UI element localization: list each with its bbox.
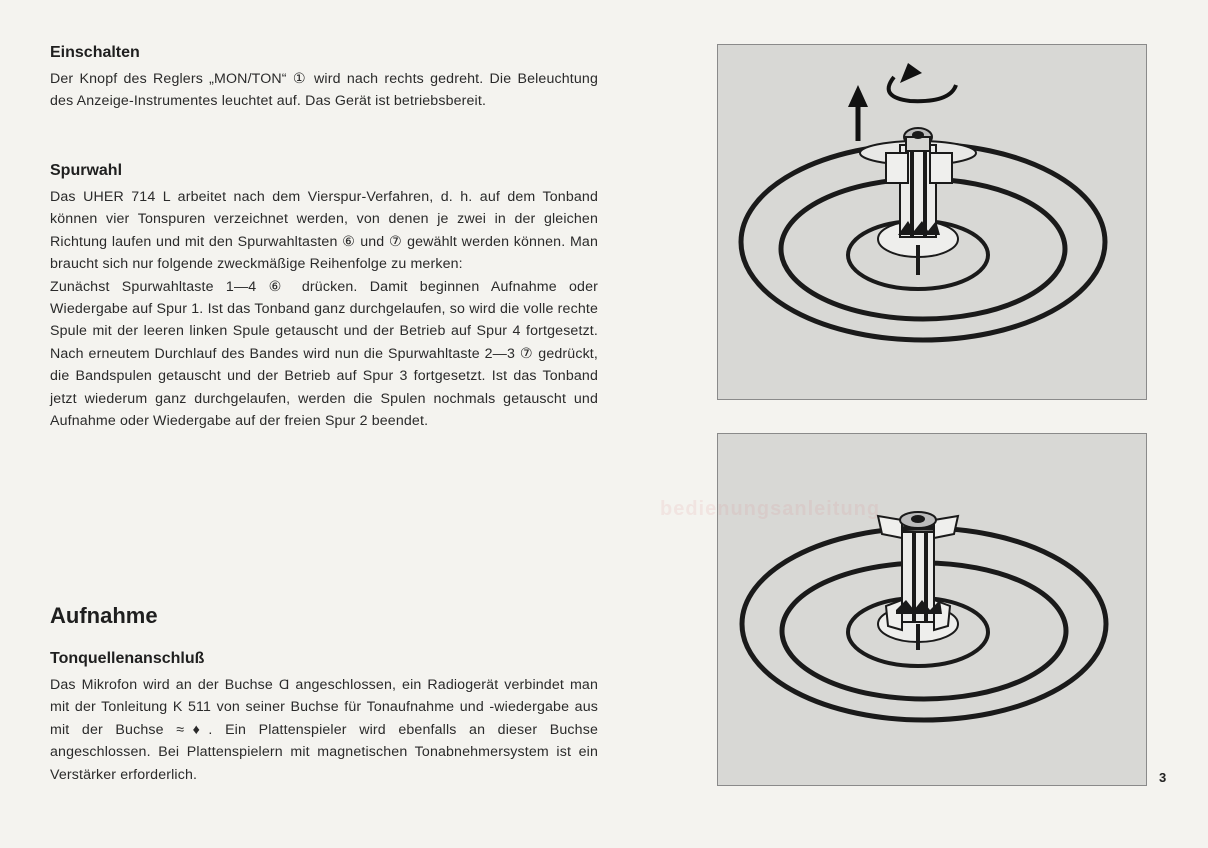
figure-reel-insert: [717, 433, 1147, 786]
section-aufnahme: [50, 603, 598, 786]
page-number: 3: [1159, 770, 1167, 785]
figure-reel-remove: [717, 44, 1147, 400]
reel-remove-illustration: [718, 45, 1146, 399]
paragraph-einschalten: Der Knopf des Reglers „MON/TON“ ① wird nach rechts gedreht. Die Beleuchtung des Anzeige-Instrumentes leuchtet auf. Das Gerät ist betriebsbereit.: [50, 71, 598, 110]
heading-spurwahl: Spurwahl: [50, 162, 123, 179]
paragraph-spurwahl-intro: Das UHER 714 L arbeitet nach dem Vierspur-Verfahren, d. h. auf dem Tonband können vier Tonspuren verzeichnet werden, von denen je zwei in der gleichen Richtung laufen und mit den Spurwahltasten ⑥ und ⑦ gewählt werden können. Man braucht sich nur folgende zweckmäßige Reihenfolge zu merken:: [50, 189, 598, 273]
heading-einschalten: Einschalten: [50, 44, 140, 61]
section-spurwahl: [50, 162, 598, 432]
paragraph-spurwahl-steps: Zunächst Spurwahltaste 1—4 ⑥ drücken. Damit beginnen Aufnahme oder Wiedergabe auf Spur 1. Ist das Tonband ganz durchgelaufen, so wird die volle rechte Spule mit der leeren linken Spule getauscht und der Betrieb auf Spur 4 fortgesetzt. Nach erneutem Durchlauf des Bandes wird nun die Spurwahltaste 2—3 ⑦ gedrückt, die Bandspulen getauscht und der Betrieb auf Spur 3 fortgesetzt. Ist das Tonband jetzt wiederum ganz durchgelaufen, werden die Spulen nochmals getauscht und Aufnahme oder Wiedergabe auf der freien Spur 2 beendet.: [50, 278, 598, 430]
paragraph-tonquellenanschluss: Das Mikrofon wird an der Buchse Ɑ angeschlossen, ein Radiogerät verbindet man mit der Tonleitung K 511 von seiner Buchse für Tonaufnahme und -wiedergabe aus mit der Buchse ≈♦. Ein Plattenspieler wird ebenfalls an dieser Buchse angeschlossen. Bei Plattenspielern mit magnetischen Tonabnehmersystem ist ein Verstärker erforderlich.: [50, 677, 598, 783]
heading-tonquellenanschluss: Tonquellenanschluß: [50, 650, 205, 667]
heading-aufnahme: Aufnahme: [50, 603, 158, 628]
reel-insert-illustration: [718, 434, 1146, 785]
watermark: bedienungsanleitung: [660, 498, 881, 520]
section-einschalten: [50, 44, 598, 113]
